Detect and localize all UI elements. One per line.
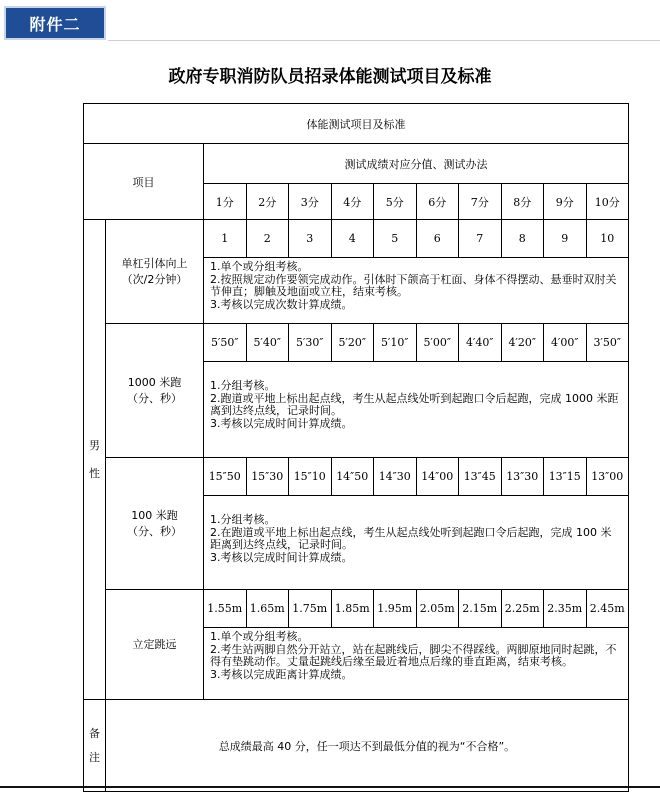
score-value: 3 bbox=[289, 220, 332, 258]
score-value: 14″00 bbox=[416, 458, 459, 496]
score-header: 7分 bbox=[459, 184, 502, 220]
table-title-row bbox=[84, 104, 629, 144]
test-method: 1.分组考核。 2.跑道或平地上标出起点线，考生从起点线处听到起跑口令后起跑，完成 1000 米距离到达终点线，记录时间。 3.考核以完成时间计算成绩。 bbox=[204, 362, 629, 458]
remark-label: 备 注 bbox=[84, 700, 106, 792]
table-row bbox=[84, 220, 629, 258]
score-value: 13″45 bbox=[459, 458, 502, 496]
score-value: 5′30″ bbox=[289, 324, 332, 362]
score-header: 3分 bbox=[289, 184, 332, 220]
score-value: 5′00″ bbox=[416, 324, 459, 362]
score-value: 4′40″ bbox=[459, 324, 502, 362]
test-method: 1.单个或分组考核。 2.考生站两脚自然分开站立，站在起跳线后，脚尖不得踩线。两脚原地同时起跳，不得有垫跳动作。丈量起跳线后缘至最近着地点后缘的垂直距离，结束考核。 3.考核以完成距离计算成绩。 bbox=[204, 628, 629, 700]
score-value: 1.95m bbox=[374, 590, 417, 628]
score-value: 2.15m bbox=[459, 590, 502, 628]
item-name-pullup: 单杠引体向上 （次/2分钟） bbox=[106, 220, 204, 324]
score-header: 6分 bbox=[416, 184, 459, 220]
score-group-header: 测试成绩对应分值、测试办法 bbox=[204, 144, 629, 184]
score-header: 4分 bbox=[331, 184, 374, 220]
score-header: 5分 bbox=[374, 184, 417, 220]
score-value: 2.25m bbox=[501, 590, 544, 628]
document-title: 政府专职消防队员招录体能测试项目及标准 bbox=[168, 67, 492, 87]
score-header: 2分 bbox=[246, 184, 289, 220]
score-value: 13″30 bbox=[501, 458, 544, 496]
score-value: 10 bbox=[586, 220, 629, 258]
score-value: 14″30 bbox=[374, 458, 417, 496]
score-value: 13″00 bbox=[586, 458, 629, 496]
score-value: 5 bbox=[374, 220, 417, 258]
score-value: 1 bbox=[204, 220, 247, 258]
test-method: 1.分组考核。 2.在跑道或平地上标出起点线，考生从起点线处听到起跑口令后起跑，完成 100 米距离到达终点线，记录时间。 3.考核以完成时间计算成绩。 bbox=[204, 496, 629, 590]
item-name-1000m: 1000 米跑 （分、秒） bbox=[106, 324, 204, 458]
score-value: 4′20″ bbox=[501, 324, 544, 362]
score-value: 1.55m bbox=[204, 590, 247, 628]
score-value: 8 bbox=[501, 220, 544, 258]
attachment-badge: 附件二 bbox=[4, 6, 106, 40]
score-value: 2 bbox=[246, 220, 289, 258]
score-value: 4 bbox=[331, 220, 374, 258]
table-row bbox=[84, 590, 629, 628]
score-header: 10分 bbox=[586, 184, 629, 220]
header-divider bbox=[108, 40, 660, 41]
score-value: 1.85m bbox=[331, 590, 374, 628]
table-row bbox=[84, 324, 629, 362]
score-value: 15″50 bbox=[204, 458, 247, 496]
score-value: 2.05m bbox=[416, 590, 459, 628]
score-value: 3′50″ bbox=[586, 324, 629, 362]
bottom-border bbox=[0, 786, 660, 788]
score-value: 2.45m bbox=[586, 590, 629, 628]
score-value: 9 bbox=[544, 220, 587, 258]
score-value: 14″50 bbox=[331, 458, 374, 496]
score-value: 15″10 bbox=[289, 458, 332, 496]
remark-row bbox=[84, 700, 629, 792]
score-value: 1.75m bbox=[289, 590, 332, 628]
score-value: 5′40″ bbox=[246, 324, 289, 362]
header-group-row bbox=[84, 144, 629, 184]
item-name-100m: 100 米跑 （分、秒） bbox=[106, 458, 204, 590]
score-value: 6 bbox=[416, 220, 459, 258]
score-value: 1.65m bbox=[246, 590, 289, 628]
table-row bbox=[84, 458, 629, 496]
remark-text: 总成绩最高 40 分，任一项达不到最低分值的视为“不合格”。 bbox=[106, 700, 629, 792]
item-name-long-jump: 立定跳远 bbox=[106, 590, 204, 700]
item-header: 项目 bbox=[84, 144, 204, 220]
score-value: 5′10″ bbox=[374, 324, 417, 362]
gender-label: 男 性 bbox=[84, 220, 106, 700]
score-header: 9分 bbox=[544, 184, 587, 220]
fitness-standard-table bbox=[83, 103, 629, 792]
table-title: 体能测试项目及标准 bbox=[84, 104, 629, 144]
score-header: 1分 bbox=[204, 184, 247, 220]
score-value: 5′20″ bbox=[331, 324, 374, 362]
score-value: 7 bbox=[459, 220, 502, 258]
score-value: 4′00″ bbox=[544, 324, 587, 362]
score-value: 2.35m bbox=[544, 590, 587, 628]
score-header: 8分 bbox=[501, 184, 544, 220]
test-method: 1.单个或分组考核。 2.按照规定动作要领完成动作。引体时下颌高于杠面、身体不得摆动、悬垂时双肘关节伸直；脚触及地面或立柱，结束考核。 3.考核以完成次数计算成绩。 bbox=[204, 258, 629, 324]
score-value: 5′50″ bbox=[204, 324, 247, 362]
score-value: 15″30 bbox=[246, 458, 289, 496]
score-value: 13″15 bbox=[544, 458, 587, 496]
